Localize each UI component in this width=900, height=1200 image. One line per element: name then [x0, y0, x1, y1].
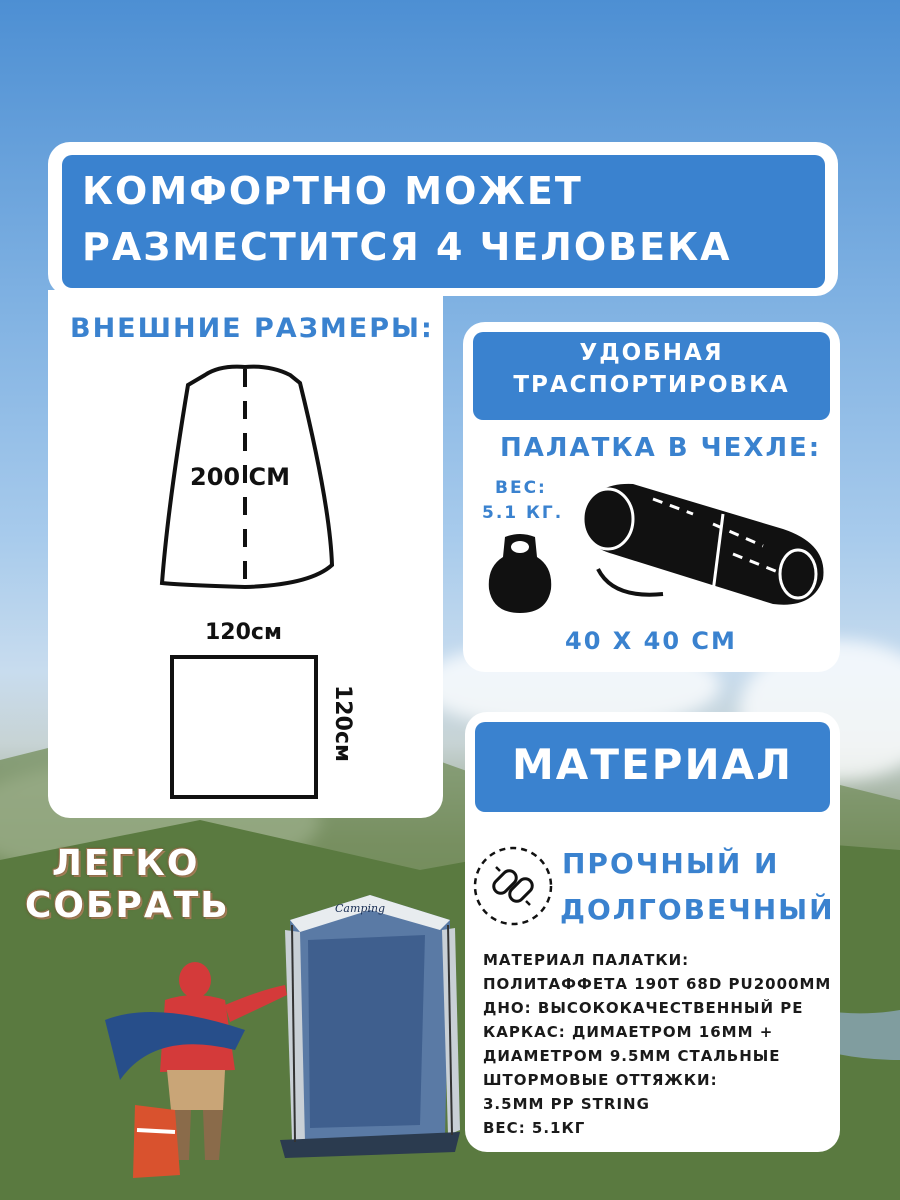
tent-brand-label: Camping: [335, 902, 386, 915]
transport-banner: [473, 332, 830, 420]
header-banner: [62, 155, 825, 288]
shower-tent-photo: [270, 890, 470, 1160]
weight-label-line1: ВЕС:: [495, 478, 547, 498]
easy-assembly-line1: ЛЕГКО: [52, 843, 200, 884]
weight-icon: [485, 533, 555, 615]
spec-line: ВЕС: 5.1КГ: [483, 1119, 586, 1137]
camper-person-photo: [95, 960, 295, 1185]
depth-label: 120см: [330, 685, 355, 762]
transport-title-line1: УДОБНАЯ: [579, 340, 724, 366]
transport-title-line2: ТРАСПОРТИРОВКА: [513, 372, 790, 398]
material-banner: [475, 722, 830, 812]
material-feature-line2: ДОЛГОВЕЧНЫЙ: [560, 893, 835, 926]
weight-label-line2: 5.1 КГ.: [482, 503, 564, 523]
spec-line: ПОЛИТАФФЕТА 190T 68D PU2000MM: [483, 975, 832, 993]
spec-line: МАТЕРИАЛ ПАЛАТКИ:: [483, 951, 690, 969]
spec-line: ДИАМЕТРОМ 9.5ММ СТАЛЬНЫЕ: [483, 1047, 781, 1065]
link-icon: [472, 845, 554, 927]
dimensions-heading: ВНЕШНИЕ РАЗМЕРЫ:: [70, 313, 434, 344]
spec-line: ДНО: ВЫСОКОКАЧЕСТВЕННЫЙ PE: [483, 999, 804, 1017]
header-title-line1: КОМФОРТНО МОЖЕТ: [82, 169, 583, 213]
easy-assembly-line2: СОБРАТЬ: [25, 885, 230, 926]
spec-line: 3.5MM PP STRING: [483, 1095, 650, 1113]
spec-line: ШТОРМОВЫЕ ОТТЯЖКИ:: [483, 1071, 718, 1089]
height-label: 200 СМ: [190, 463, 290, 491]
bag-size-label: 40 Х 40 СМ: [565, 627, 737, 655]
spec-line: КАРКАС: ДИМАЕТРОМ 16ММ +: [483, 1023, 774, 1041]
material-specs: [483, 948, 833, 1140]
material-title: МАТЕРИАЛ: [512, 740, 793, 789]
header-title-line2: РАЗМЕСТИТСЯ 4 ЧЕЛОВЕКА: [82, 225, 732, 269]
floor-square-diagram: [170, 655, 318, 799]
tent-bag-icon: [573, 474, 833, 614]
material-feature-line1: ПРОЧНЫЙ И: [562, 847, 780, 880]
width-label: 120см: [205, 620, 282, 645]
bag-subheading: ПАЛАТКА В ЧЕХЛЕ:: [500, 433, 822, 463]
